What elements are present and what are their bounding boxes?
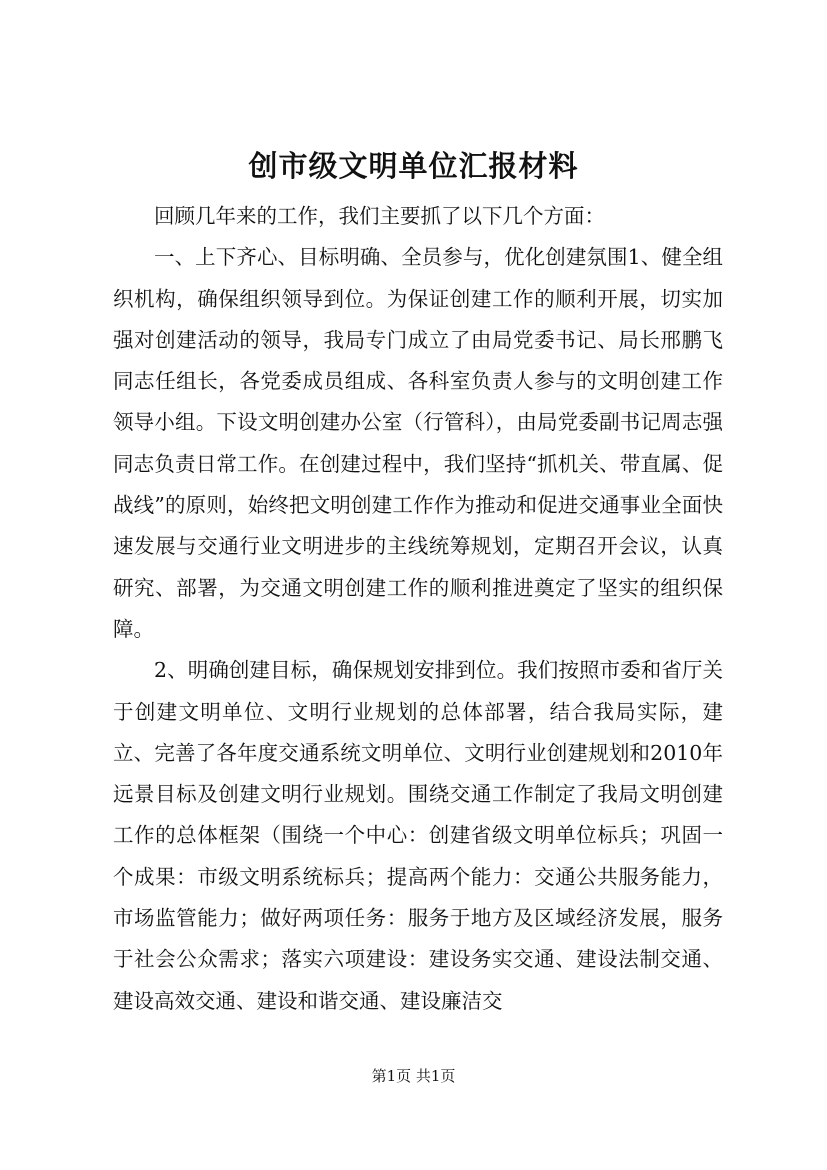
document-title: 创市级文明单位汇报材料 xyxy=(248,149,579,183)
document-body xyxy=(113,196,723,1022)
paragraph-section-two: 2、明确创建目标，确保规划安排到位。我们按照市委和省厅关于创建文明单位、文明行业规划的总体部署，结合我局实际，建立、完善了各年度交通系统文明单位、文明行业创建规划和2010年远景目标及创建文明行业规划。围绕交通工作制定了我局文明创建工作的总体框架（围绕一个中心：创建省级文明单位标兵；巩固一个成果：市级文明系统标兵；提高两个能力：交通公共服务能力，市场监管能力；做好两项任务：服务于地方及区域经济发展，服务于社会公众需求；落实六项建设：建设务实交通、建设法制交通、建设高效交通、建设和谐交通、建设廉洁交 xyxy=(113,658,723,1013)
page-footer: 第1页 共1页 xyxy=(371,1067,456,1085)
paragraph-section-one: 一、上下齐心、目标明确、全员参与，优化创建氛围1、健全组织机构，确保组织领导到位。为保证创建工作的顺利开展，切实加强对创建活动的领导，我局专门成立了由局党委书记、局长邢鹏飞同志任组长，各党委成员组成、各科室负责人参与的文明创建工作领导小组。下设文明创建办公室（行管科），由局党委副书记周志强同志负责日常工作。在创建过程中，我们坚持“抓机关、带直属、促战线”的原则，始终把文明创建工作作为推动和促进交通事业全面快速发展与交通行业文明进步的主线统筹规划，定期召开会议，认真研究、部署，为交通文明创建工作的顺利推进奠定了坚实的组织保障。 xyxy=(113,245,723,641)
paragraph-intro: 回顾几年来的工作，我们主要抓了以下几个方面： xyxy=(154,204,605,228)
